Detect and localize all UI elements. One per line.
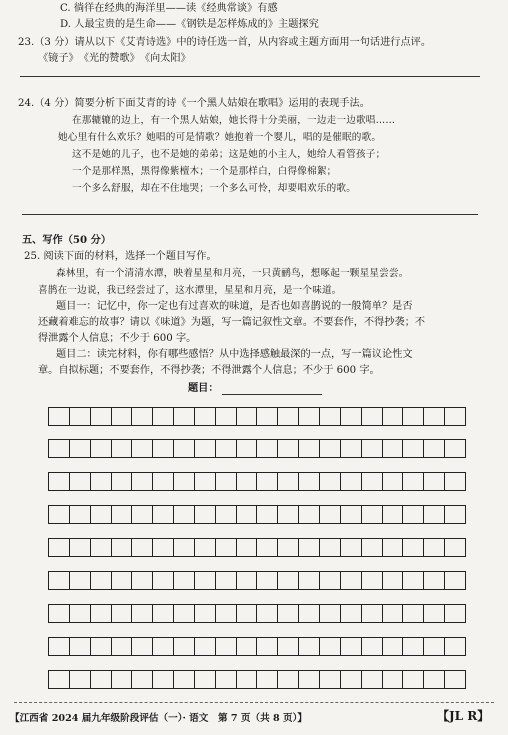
title-blank (222, 394, 322, 395)
grid-cell[interactable] (153, 473, 174, 490)
grid-cell[interactable] (112, 572, 133, 589)
grid-cell[interactable] (49, 572, 70, 589)
grid-cell[interactable] (320, 572, 341, 589)
grid-cell[interactable] (216, 671, 237, 688)
grid-cell[interactable] (299, 605, 320, 622)
grid-cell[interactable] (320, 638, 341, 655)
grid-cell[interactable] (424, 408, 445, 425)
grid-cell[interactable] (299, 671, 320, 688)
grid-cell[interactable] (278, 473, 299, 490)
grid-cell[interactable] (174, 605, 195, 622)
grid-cell[interactable] (91, 638, 112, 655)
grid-cell[interactable] (174, 473, 195, 490)
grid-cell[interactable] (70, 671, 91, 688)
grid-cell[interactable] (278, 638, 299, 655)
grid-cell[interactable] (362, 638, 383, 655)
grid-cell[interactable] (403, 605, 424, 622)
grid-cell[interactable] (278, 539, 299, 556)
grid-cell[interactable] (174, 506, 195, 523)
grid-cell[interactable] (424, 539, 445, 556)
grid-cell[interactable] (112, 408, 133, 425)
grid-cell[interactable] (403, 506, 424, 523)
grid-cell[interactable] (403, 638, 424, 655)
grid-cell[interactable] (216, 539, 237, 556)
grid-cell[interactable] (383, 506, 404, 523)
grid-cell[interactable] (153, 671, 174, 688)
grid-cell[interactable] (383, 605, 404, 622)
grid-cell[interactable] (132, 572, 153, 589)
grid-cell[interactable] (362, 539, 383, 556)
grid-cell[interactable] (278, 408, 299, 425)
topic-one-line-2: 还藏着难忘的故事？请以《味道》为题，写一篇记叙性文章。不要套作，不得抄袭；不 (38, 317, 426, 328)
grid-cell[interactable] (237, 572, 258, 589)
grid-cell[interactable] (91, 572, 112, 589)
grid-cell[interactable] (112, 440, 133, 457)
grid-cell[interactable] (70, 408, 91, 425)
grid-cell[interactable] (49, 539, 70, 556)
grid-cell[interactable] (237, 440, 258, 457)
poem-line-3: 这不是她的儿子，也不是她的弟弟；这是她的小主人，她给人看管孩子； (72, 149, 386, 160)
grid-cell[interactable] (195, 605, 216, 622)
grid-cell[interactable] (237, 473, 258, 490)
grid-cell[interactable] (174, 572, 195, 589)
topic-two-line-1: 题目二：读完材料，你有哪些感悟？从中选择感触最深的一点，写一篇议论性文 (56, 349, 413, 360)
grid-cell[interactable] (445, 638, 465, 655)
grid-row[interactable] (48, 637, 466, 656)
grid-cell[interactable] (320, 671, 341, 688)
grid-cell[interactable] (362, 506, 383, 523)
grid-cell[interactable] (112, 605, 133, 622)
grid-cell[interactable] (132, 473, 153, 490)
grid-cell[interactable] (403, 539, 424, 556)
grid-cell[interactable] (362, 572, 383, 589)
grid-row[interactable] (48, 571, 466, 590)
grid-cell[interactable] (320, 506, 341, 523)
grid-cell[interactable] (70, 605, 91, 622)
question-23-prompt: 23.（3 分）请从以下《艾青诗选》中的诗任选一首，从内容或主题方面用一句话进行点评。 (18, 37, 432, 48)
grid-row[interactable] (48, 604, 466, 623)
grid-cell[interactable] (237, 638, 258, 655)
grid-cell[interactable] (383, 671, 404, 688)
grid-cell[interactable] (257, 572, 278, 589)
grid-cell[interactable] (195, 638, 216, 655)
grid-cell[interactable] (112, 539, 133, 556)
grid-cell[interactable] (153, 638, 174, 655)
grid-cell[interactable] (70, 506, 91, 523)
grid-cell[interactable] (341, 539, 362, 556)
grid-cell[interactable] (237, 408, 258, 425)
grid-cell[interactable] (299, 473, 320, 490)
grid-cell[interactable] (91, 605, 112, 622)
grid-cell[interactable] (216, 408, 237, 425)
grid-cell[interactable] (445, 605, 465, 622)
grid-cell[interactable] (91, 440, 112, 457)
grid-cell[interactable] (320, 539, 341, 556)
grid-cell[interactable] (91, 671, 112, 688)
footer-divider (14, 702, 494, 703)
grid-cell[interactable] (257, 605, 278, 622)
grid-cell[interactable] (112, 473, 133, 490)
grid-row[interactable] (48, 538, 466, 557)
grid-cell[interactable] (132, 506, 153, 523)
footer-text: 【江西省 2024 届九年级阶段评估（一）· 语文 第 7 页（共 8 页）】 (10, 713, 308, 724)
topic-one-line-1: 题目一：记忆中，你一定也有过喜欢的味道，是否也如喜鹊说的一般简单？是否 (56, 301, 413, 312)
grid-cell[interactable] (112, 638, 133, 655)
grid-cell[interactable] (383, 440, 404, 457)
grid-cell[interactable] (445, 440, 465, 457)
poem-line-1: 在那辘辘的边上，有一个黑人姑娘，她长得十分美丽，一边走一边歌唱…… (72, 115, 396, 126)
grid-cell[interactable] (216, 506, 237, 523)
grid-cell[interactable] (174, 671, 195, 688)
grid-cell[interactable] (257, 638, 278, 655)
grid-cell[interactable] (424, 506, 445, 523)
grid-cell[interactable] (216, 605, 237, 622)
grid-row[interactable] (48, 472, 466, 491)
grid-cell[interactable] (216, 572, 237, 589)
material-line-1: 森林里，有一个清清水潭，映着星星和月亮，一只黄鹂鸟，想啄起一颗星星尝尝。 (56, 268, 409, 279)
grid-cell[interactable] (70, 638, 91, 655)
grid-cell[interactable] (445, 473, 465, 490)
grid-cell[interactable] (383, 408, 404, 425)
grid-cell[interactable] (362, 440, 383, 457)
grid-cell[interactable] (278, 671, 299, 688)
grid-cell[interactable] (237, 539, 258, 556)
grid-cell[interactable] (216, 473, 237, 490)
topic-one-line-3: 得泄露个人信息；不少于 600 字。 (38, 333, 197, 344)
grid-cell[interactable] (341, 473, 362, 490)
grid-cell[interactable] (445, 671, 465, 688)
grid-cell[interactable] (341, 506, 362, 523)
grid-cell[interactable] (174, 440, 195, 457)
grid-cell[interactable] (132, 539, 153, 556)
grid-cell[interactable] (403, 440, 424, 457)
grid-cell[interactable] (257, 539, 278, 556)
grid-cell[interactable] (299, 506, 320, 523)
grid-cell[interactable] (257, 506, 278, 523)
grid-cell[interactable] (70, 473, 91, 490)
grid-row[interactable] (48, 407, 466, 426)
grid-cell[interactable] (153, 572, 174, 589)
grid-cell[interactable] (195, 671, 216, 688)
grid-cell[interactable] (403, 473, 424, 490)
grid-row[interactable] (48, 670, 466, 689)
grid-cell[interactable] (299, 408, 320, 425)
grid-cell[interactable] (153, 440, 174, 457)
grid-cell[interactable] (341, 440, 362, 457)
grid-cell[interactable] (445, 506, 465, 523)
question-23-poems: 《镜子》 《光的赞歌》 《向太阳》 (38, 53, 191, 64)
grid-cell[interactable] (320, 408, 341, 425)
answer-line (22, 214, 478, 215)
grid-cell[interactable] (237, 671, 258, 688)
question-24-prompt: 24.（4 分）简要分析下面艾青的诗《一个黑人姑娘在歌唱》运用的表现手法。 (18, 98, 370, 109)
grid-cell[interactable] (257, 408, 278, 425)
grid-cell[interactable] (424, 671, 445, 688)
grid-cell[interactable] (49, 473, 70, 490)
grid-cell[interactable] (153, 539, 174, 556)
grid-cell[interactable] (91, 539, 112, 556)
grid-cell[interactable] (362, 671, 383, 688)
grid-cell[interactable] (299, 638, 320, 655)
grid-cell[interactable] (445, 539, 465, 556)
grid-cell[interactable] (424, 572, 445, 589)
grid-cell[interactable] (341, 638, 362, 655)
grid-cell[interactable] (424, 473, 445, 490)
grid-cell[interactable] (257, 440, 278, 457)
option-d: D. 人最宝贵的是生命——《钢铁是怎样炼成的》主题探究 (60, 19, 319, 30)
grid-cell[interactable] (383, 638, 404, 655)
grid-cell[interactable] (174, 539, 195, 556)
grid-cell[interactable] (445, 572, 465, 589)
grid-cell[interactable] (132, 408, 153, 425)
grid-cell[interactable] (383, 473, 404, 490)
grid-cell[interactable] (424, 605, 445, 622)
grid-cell[interactable] (153, 605, 174, 622)
grid-cell[interactable] (195, 408, 216, 425)
grid-cell[interactable] (341, 605, 362, 622)
grid-cell[interactable] (320, 605, 341, 622)
grid-cell[interactable] (132, 671, 153, 688)
grid-cell[interactable] (257, 473, 278, 490)
grid-cell[interactable] (216, 638, 237, 655)
poem-line-4: 一个是那样黑，黑得像紫檀木；一个是那样白，白得像棉絮； (72, 166, 337, 177)
grid-cell[interactable] (362, 473, 383, 490)
grid-cell[interactable] (132, 638, 153, 655)
grid-cell[interactable] (362, 408, 383, 425)
grid-cell[interactable] (91, 473, 112, 490)
grid-cell[interactable] (132, 605, 153, 622)
grid-cell[interactable] (174, 408, 195, 425)
grid-cell[interactable] (195, 539, 216, 556)
topic-two-line-2: 章。自拟标题；不要套作，不得抄袭；不得泄露个人信息；不少于 600 字。 (38, 365, 380, 376)
grid-cell[interactable] (403, 671, 424, 688)
grid-cell[interactable] (299, 572, 320, 589)
grid-cell[interactable] (70, 572, 91, 589)
grid-cell[interactable] (445, 408, 465, 425)
grid-cell[interactable] (112, 506, 133, 523)
section-title: 五、写作（50 分） (22, 234, 112, 246)
grid-cell[interactable] (112, 671, 133, 688)
grid-cell[interactable] (424, 440, 445, 457)
grid-cell[interactable] (216, 440, 237, 457)
grid-cell[interactable] (320, 440, 341, 457)
grid-cell[interactable] (278, 506, 299, 523)
grid-cell[interactable] (91, 506, 112, 523)
grid-cell[interactable] (132, 440, 153, 457)
answer-line (20, 76, 480, 77)
grid-cell[interactable] (320, 473, 341, 490)
grid-cell[interactable] (383, 539, 404, 556)
grid-cell[interactable] (153, 408, 174, 425)
grid-cell[interactable] (341, 408, 362, 425)
grid-cell[interactable] (362, 605, 383, 622)
grid-cell[interactable] (70, 539, 91, 556)
grid-cell[interactable] (49, 671, 70, 688)
grid-cell[interactable] (403, 572, 424, 589)
grid-cell[interactable] (195, 440, 216, 457)
grid-cell[interactable] (278, 440, 299, 457)
grid-cell[interactable] (49, 506, 70, 523)
grid-cell[interactable] (49, 605, 70, 622)
grid-row[interactable] (48, 505, 466, 524)
grid-cell[interactable] (299, 440, 320, 457)
grid-cell[interactable] (424, 638, 445, 655)
grid-cell[interactable] (237, 506, 258, 523)
grid-cell[interactable] (383, 572, 404, 589)
grid-cell[interactable] (49, 440, 70, 457)
grid-cell[interactable] (341, 671, 362, 688)
option-c: C. 徜徉在经典的海洋里——读《经典常谈》有感 (60, 3, 278, 14)
question-25-intro: 25. 阅读下面的材料，选择一个题目写作。 (24, 251, 217, 262)
grid-cell[interactable] (91, 408, 112, 425)
grid-cell[interactable] (403, 408, 424, 425)
poem-line-5: 一个多么舒服，却在不住地哭；一个多么可怜，却要唱欢乐的歌。 (72, 183, 357, 194)
grid-cell[interactable] (195, 506, 216, 523)
grid-cell[interactable] (153, 506, 174, 523)
grid-cell[interactable] (49, 638, 70, 655)
material-line-2: 喜鹊在一边说，我已经尝过了，这水潭里，星星和月亮，是一个味道。 (38, 285, 342, 296)
poem-line-2: 她心里有什么欢乐？她唱的可是情歌？她抱着一个婴儿，唱的是催眠的歌。 (58, 132, 382, 143)
grid-row[interactable] (48, 439, 466, 458)
title-label: 题目： (188, 382, 219, 394)
grid-cell[interactable] (278, 572, 299, 589)
page-mark: 【JL R】 (437, 709, 490, 723)
grid-cell[interactable] (341, 572, 362, 589)
grid-cell[interactable] (174, 638, 195, 655)
grid-cell[interactable] (195, 572, 216, 589)
grid-cell[interactable] (257, 671, 278, 688)
grid-cell[interactable] (70, 440, 91, 457)
grid-cell[interactable] (278, 605, 299, 622)
grid-cell[interactable] (49, 408, 70, 425)
grid-cell[interactable] (195, 473, 216, 490)
grid-cell[interactable] (237, 605, 258, 622)
grid-cell[interactable] (299, 539, 320, 556)
